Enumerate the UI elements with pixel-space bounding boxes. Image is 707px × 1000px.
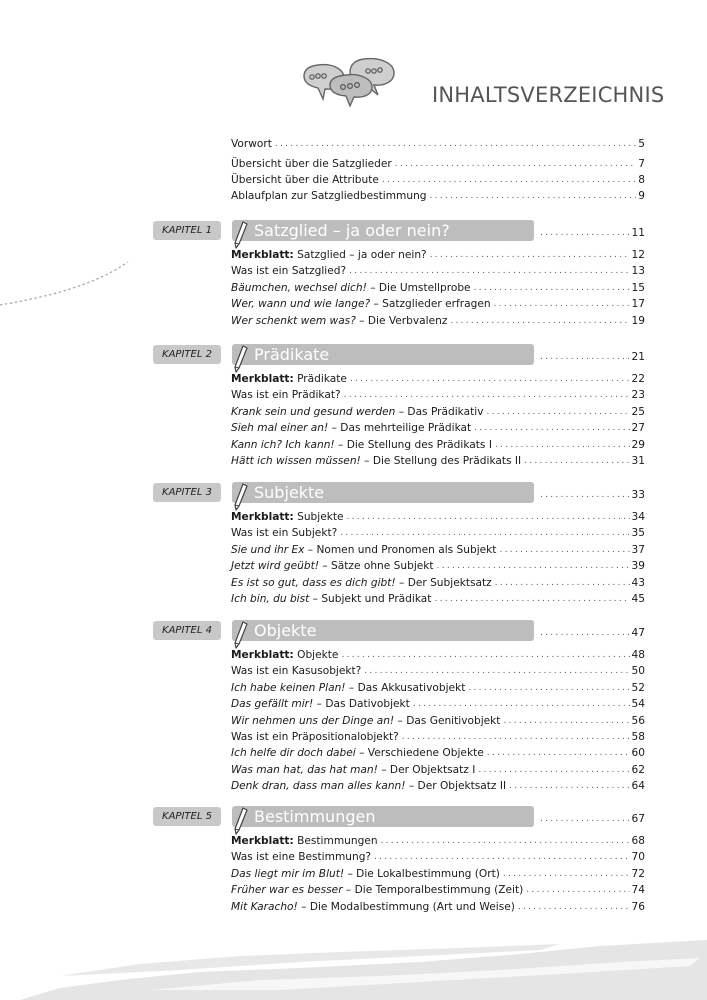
chapter-page-ref	[540, 811, 645, 827]
decorative-dashed-curve	[0, 250, 140, 310]
leader-dots	[364, 663, 629, 679]
chapter-banner[interactable]	[232, 806, 534, 827]
leader-dots	[486, 404, 629, 420]
toc-entry[interactable]	[231, 188, 645, 204]
entry-italic-title: Was man hat, das hat man!	[231, 763, 378, 776]
entry-title: Krank sein und gesund werden – Das Prädikativ	[231, 405, 484, 418]
page-number: 25	[631, 405, 645, 418]
leader-dots	[434, 591, 629, 607]
entry-title: Früher war es besser – Die Temporalbestimmung (Zeit)	[231, 884, 524, 897]
toc-entry[interactable]	[231, 371, 645, 387]
page-number: 11	[631, 227, 645, 239]
page-number: 56	[631, 714, 645, 727]
chapter-title: Satzglied – ja oder nein?	[254, 221, 450, 240]
entry-italic-title: Das gefällt mir!	[231, 698, 314, 711]
leader-dots	[468, 680, 629, 696]
leader-dots	[474, 420, 629, 436]
toc-entry[interactable]	[231, 849, 645, 865]
toc-entry[interactable]	[231, 899, 645, 915]
toc-entry[interactable]	[231, 263, 645, 279]
chapter-banner[interactable]	[232, 344, 534, 365]
leader-dots	[402, 729, 630, 745]
page-number: 27	[631, 422, 645, 435]
page-number: 76	[631, 900, 645, 913]
merkblatt-label: Merkblatt:	[231, 373, 294, 385]
toc-entry[interactable]	[231, 591, 645, 607]
toc-entry[interactable]	[231, 453, 645, 469]
leader-dots	[540, 811, 630, 827]
entry-title: Was man hat, das hat man! – Der Objektsatz I	[231, 763, 476, 776]
toc-entry[interactable]	[231, 558, 645, 574]
entry-italic-title: Bäumchen, wechsel dich!	[231, 281, 367, 294]
toc-entry-vorwort[interactable]	[231, 136, 645, 152]
pencil-icon	[232, 220, 250, 250]
entry-italic-title: Hätt ich wissen müssen!	[231, 455, 361, 467]
leader-dots	[478, 762, 629, 778]
page-number: 33	[631, 489, 645, 501]
chapter-badge: KAPITEL 3	[153, 483, 221, 502]
toc-entry[interactable]	[231, 404, 645, 420]
leader-dots	[450, 313, 629, 329]
chapter-title: Subjekte	[254, 483, 325, 502]
leader-dots	[518, 899, 630, 915]
entry-italic-title: Wir nehmen uns der Dinge an!	[231, 714, 395, 727]
leader-dots	[341, 647, 629, 663]
page-number: 12	[631, 249, 645, 261]
chapter-title: Objekte	[254, 621, 317, 640]
toc-entry[interactable]	[231, 313, 645, 329]
entry-title: Wir nehmen uns der Dinge an! – Das Genitivobjekt	[231, 714, 501, 727]
chapter-page-ref	[540, 349, 645, 365]
page-number: 5	[638, 138, 645, 150]
leader-dots	[347, 509, 630, 525]
pencil-icon	[232, 344, 250, 374]
page-number: 58	[631, 731, 645, 743]
leader-dots	[474, 280, 630, 296]
toc-entry[interactable]	[231, 729, 645, 745]
leader-dots	[344, 387, 630, 403]
leader-dots	[395, 156, 636, 172]
leader-dots	[494, 296, 630, 312]
page-number: 17	[631, 298, 645, 311]
page-number: 19	[631, 314, 645, 327]
page-number: 72	[631, 867, 645, 880]
toc-entry[interactable]	[231, 647, 645, 663]
page-number: 39	[631, 560, 645, 573]
leader-dots	[430, 247, 630, 263]
entry-title: Das liegt mir im Blut! – Die Lokalbestimmung (Ort)	[231, 867, 500, 880]
entry-title: Merkblatt: Subjekte	[231, 511, 344, 523]
leader-dots	[382, 172, 636, 188]
chapter-title: Bestimmungen	[254, 807, 376, 826]
entry-title: Ablaufplan zur Satzgliedbestimmung	[231, 190, 427, 202]
merkblatt-label: Merkblatt:	[231, 835, 294, 847]
page-number: 64	[631, 780, 645, 793]
leader-dots	[487, 745, 630, 761]
entry-title: Merkblatt: Objekte	[231, 649, 339, 661]
entry-title: Es ist so gut, dass es dich gibt! – Der Subjektsatz	[231, 576, 492, 589]
page-number: 35	[631, 527, 645, 540]
merkblatt-label: Merkblatt:	[231, 511, 294, 523]
page-number: 8	[638, 174, 645, 186]
toc-entry[interactable]	[231, 778, 645, 794]
leader-dots	[503, 866, 630, 882]
toc-entry[interactable]	[231, 387, 645, 403]
leader-dots	[495, 437, 630, 453]
leader-dots	[540, 225, 630, 241]
entry-italic-title: Kann ich? Ich kann!	[231, 438, 335, 451]
chapter-badge: KAPITEL 1	[153, 221, 221, 240]
page-number: 21	[631, 351, 645, 363]
toc-entry[interactable]	[231, 280, 645, 296]
leader-dots	[381, 833, 630, 849]
toc-entry[interactable]	[231, 866, 645, 882]
entry-italic-title: Mit Karacho!	[231, 900, 298, 913]
leader-dots	[540, 625, 630, 641]
toc-entry[interactable]	[231, 575, 645, 591]
toc-entry[interactable]	[231, 296, 645, 312]
leader-dots	[499, 542, 629, 558]
page-number: 15	[631, 281, 645, 294]
entry-italic-title: Ich helfe dir doch dabei	[231, 747, 356, 760]
entry-title: Denk dran, dass man alles kann! – Der Objektsatz II	[231, 780, 507, 793]
entry-title: Bäumchen, wechsel dich! – Die Umstellprobe	[231, 281, 471, 294]
entry-italic-title: Sieh mal einer an!	[231, 422, 329, 435]
entry-title: Mit Karacho! – Die Modalbestimmung (Art und Weise)	[231, 900, 515, 913]
entry-title: Hätt ich wissen müssen! – Die Stellung des Prädikats II	[231, 455, 522, 467]
page-number: 47	[631, 627, 645, 639]
entry-italic-title: Wer, wann und wie lange?	[231, 298, 371, 311]
page-number: 60	[631, 747, 645, 760]
entry-title: Was ist eine Bestimmung?	[231, 851, 372, 864]
leader-dots	[524, 453, 629, 469]
pencil-icon	[232, 620, 250, 650]
entry-italic-title: Früher war es besser	[231, 884, 343, 897]
toc-entry[interactable]	[231, 542, 645, 558]
entry-title: Wer schenkt wem was? – Die Verbvalenz	[231, 314, 448, 327]
entry-title: Was ist ein Kasusobjekt?	[231, 665, 362, 678]
page-number: 70	[631, 851, 645, 864]
entry-italic-title: Es ist so gut, dass es dich gibt!	[231, 576, 396, 589]
page-number: 9	[638, 190, 645, 202]
chapter-banner[interactable]	[232, 220, 534, 241]
chapter-banner[interactable]	[232, 620, 534, 641]
leader-dots	[340, 525, 629, 541]
chapter-badge: KAPITEL 5	[153, 807, 221, 826]
leader-dots	[350, 371, 630, 387]
entry-title: Übersicht über die Attribute	[231, 174, 379, 186]
entry-title: Sie und ihr Ex – Nomen und Pronomen als Subjekt	[231, 543, 497, 556]
leader-dots	[509, 778, 629, 794]
page-number: 48	[631, 649, 645, 661]
speech-bubbles-icon	[302, 55, 398, 107]
toc-entry[interactable]	[231, 745, 645, 761]
toc-entry[interactable]	[231, 247, 645, 263]
page-number: 29	[631, 438, 645, 451]
entry-title: Was ist ein Satzglied?	[231, 265, 347, 278]
leader-dots	[495, 575, 630, 591]
leader-dots	[430, 188, 637, 204]
entry-italic-title: Wer schenkt wem was?	[231, 314, 356, 327]
entry-title: Das gefällt mir! – Das Dativobjekt	[231, 698, 410, 711]
page-number: 45	[631, 593, 645, 605]
chapter-page-ref	[540, 625, 645, 641]
toc-entry[interactable]	[231, 437, 645, 453]
page-number: 52	[631, 681, 645, 694]
toc-entry[interactable]	[231, 663, 645, 679]
entry-title: Merkblatt: Bestimmungen	[231, 835, 378, 847]
entry-title: Wer, wann und wie lange? – Satzglieder erfragen	[231, 298, 491, 311]
entry-title: Jetzt wird geübt! – Sätze ohne Subjekt	[231, 560, 434, 573]
toc-entry[interactable]	[231, 172, 645, 188]
entry-title: Ich helfe dir doch dabei – Verschiedene Objekte	[231, 747, 484, 760]
toc-entry[interactable]	[231, 509, 645, 525]
entry-title: Was ist ein Subjekt?	[231, 527, 338, 540]
toc-entry[interactable]	[231, 833, 645, 849]
toc-entry[interactable]	[231, 156, 645, 172]
chapter-page-ref	[540, 487, 645, 503]
leader-dots	[503, 713, 629, 729]
entry-title: Sieh mal einer an! – Das mehrteilige Prädikat	[231, 422, 472, 435]
page-number: 68	[631, 835, 645, 847]
toc-entry[interactable]	[231, 762, 645, 778]
entry-title: Ich habe keinen Plan! – Das Akkusativobjekt	[231, 681, 466, 694]
entry-italic-title: Ich bin, du bist	[231, 593, 310, 605]
entry-title: Was ist ein Prädikat?	[231, 389, 341, 402]
leader-dots	[540, 487, 630, 503]
leader-dots	[275, 136, 636, 152]
page-number: 67	[631, 813, 645, 825]
entry-title: Merkblatt: Satzglied – ja oder nein?	[231, 249, 427, 261]
toc-entry[interactable]	[231, 525, 645, 541]
chapter-banner[interactable]	[232, 482, 534, 503]
leader-dots	[437, 558, 630, 574]
entry-italic-title: Das liegt mir im Blut!	[231, 867, 345, 880]
page-number: 54	[631, 698, 645, 711]
leader-dots	[374, 849, 629, 865]
entry-italic-title: Denk dran, dass man alles kann!	[231, 780, 406, 793]
page-number: 62	[631, 763, 645, 776]
entry-title: Vorwort	[231, 138, 272, 150]
leader-dots	[413, 696, 630, 712]
chapter-badge: KAPITEL 4	[153, 621, 221, 640]
entry-title: Kann ich? Ich kann! – Die Stellung des Prädikats I	[231, 438, 492, 451]
merkblatt-label: Merkblatt:	[231, 249, 294, 261]
entry-italic-title: Ich habe keinen Plan!	[231, 681, 346, 694]
page-number: 34	[631, 511, 645, 523]
pencil-icon	[232, 806, 250, 836]
entry-title: Ich bin, du bist – Subjekt und Prädikat	[231, 593, 432, 605]
entry-title: Was ist ein Präpositionalobjekt?	[231, 731, 399, 743]
chapter-title: Prädikate	[254, 345, 330, 364]
toc-entry[interactable]	[231, 882, 645, 898]
page-number: 43	[631, 576, 645, 589]
entry-title: Merkblatt: Prädikate	[231, 373, 347, 385]
toc-entry[interactable]	[231, 696, 645, 712]
page-title: INHALTSVERZEICHNIS	[432, 83, 665, 107]
toc-entry[interactable]	[231, 713, 645, 729]
decorative-brush-stroke	[0, 940, 707, 1000]
toc-entry[interactable]	[231, 420, 645, 436]
page-number: 23	[631, 389, 645, 402]
page-number: 74	[631, 884, 645, 897]
chapter-badge: KAPITEL 2	[153, 345, 221, 364]
page-number: 7	[638, 158, 645, 170]
leader-dots	[349, 263, 629, 279]
page-number: 22	[631, 373, 645, 385]
leader-dots	[526, 882, 629, 898]
page-number: 37	[631, 543, 645, 556]
chapter-page-ref	[540, 225, 645, 241]
toc-entry[interactable]	[231, 680, 645, 696]
leader-dots	[540, 349, 630, 365]
merkblatt-label: Merkblatt:	[231, 649, 294, 661]
entry-italic-title: Sie und ihr Ex	[231, 543, 305, 556]
pencil-icon	[232, 482, 250, 512]
page-number: 13	[631, 265, 645, 278]
page-number: 31	[631, 455, 645, 467]
entry-italic-title: Krank sein und gesund werden	[231, 405, 396, 418]
page-number: 50	[631, 665, 645, 678]
entry-title: Übersicht über die Satzglieder	[231, 158, 392, 170]
entry-italic-title: Jetzt wird geübt!	[231, 560, 320, 573]
